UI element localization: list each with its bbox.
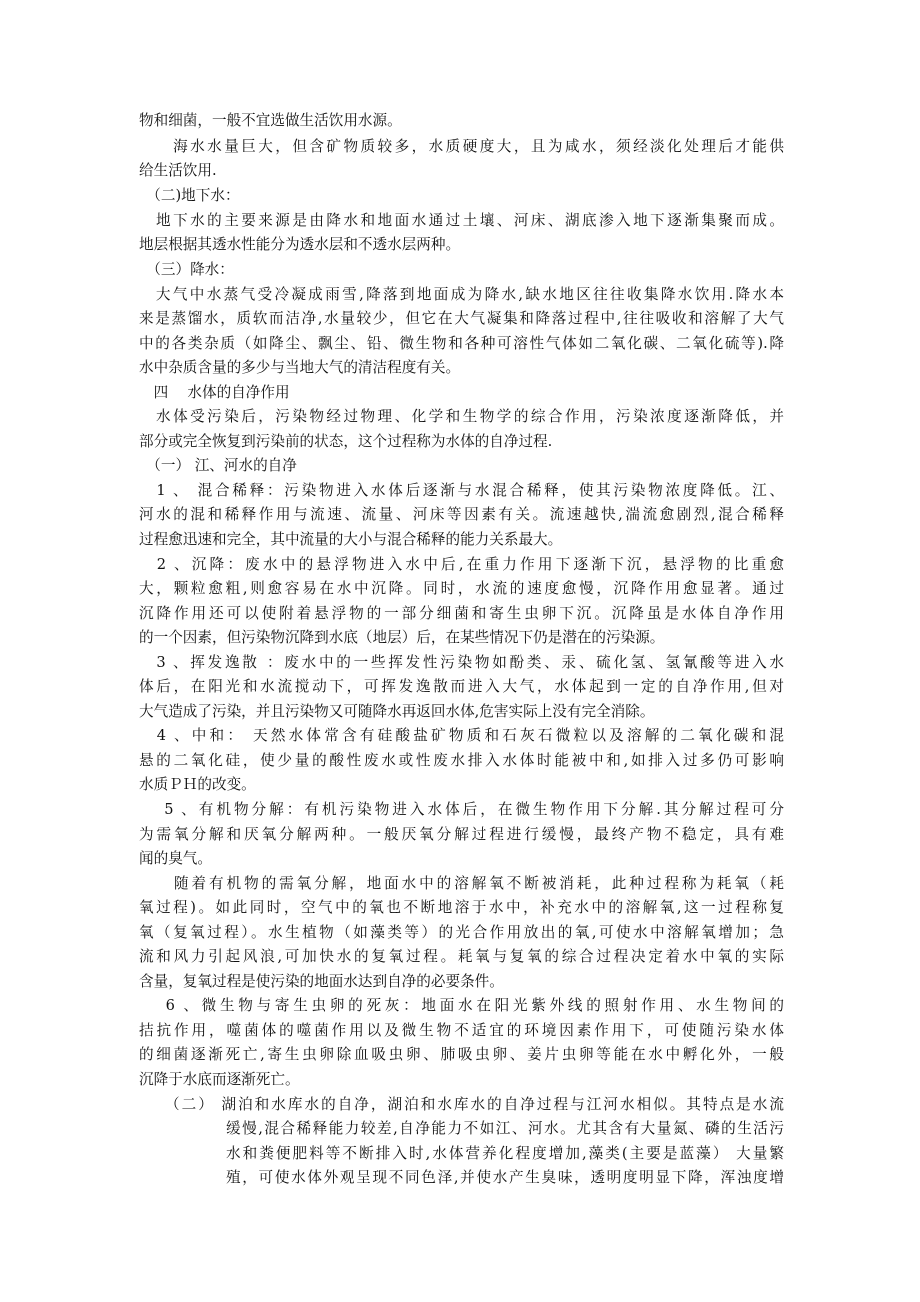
text-line: 物和细菌，一般不宜选做生活饮用水源。 <box>139 112 402 129</box>
text-line: 氧（复氧过程）。水生植物（如藻类等）的光合作用放出的氧,可使水中溶解氧增加；急 <box>139 924 784 941</box>
text-line: 为需氧分解和厌氧分解两种。一般厌氧分解过程进行缓慢，最终产物不稳定，具有难 <box>139 826 784 843</box>
text-line: 缓慢,混合稀释能力较差,自净能力不如江、河水。尤其含有大量氮、磷的生活污 <box>226 1120 784 1137</box>
text-line: 的细菌逐渐死亡,寄生虫卵除血吸虫卵、肺吸虫卵、姜片虫卵等能在水中孵化外，一般 <box>139 1046 784 1063</box>
text-line: 氧过程)。如此同时，空气中的氧也不断地溶于水中，补充水中的溶解氧,这一过程称复 <box>139 899 784 916</box>
text-line: 悬的二氧化硅，使少量的酸性废水或性废水排入水体时能被中和,如排入过多仍可影响 <box>139 752 784 769</box>
section-heading: （二)地下水： <box>139 187 240 204</box>
text-line: 水质ＰＨ的改变。 <box>139 776 256 793</box>
text-line: 过程愈迅速和完全，其中流量的大小与混合稀释的能力关系最大。 <box>139 531 563 548</box>
text-line: 3 、挥发逸散 ：废水中的一些挥发性污染物如酚类、汞、硫化氢、氢氰酸等进入水 <box>139 654 784 671</box>
text-line: 拮抗作用，噬菌体的噬菌作用以及微生物不适宜的环境因素作用下，可使随污染水体 <box>139 1022 784 1039</box>
text-line: 含量，复氧过程是使污染的地面水达到自净的必要条件。 <box>139 973 504 990</box>
text-line: 沉降作用还可以使附着悬浮物的一部分细菌和寄生虫卵下沉。沉降虽是水体自净作用 <box>139 605 784 622</box>
text-line: 随着有机物的需氧分解，地面水中的溶解氧不断被消耗，此种过程称为耗氧（耗 <box>139 875 784 892</box>
section-heading: （一） 江、河水的自净 <box>139 457 297 474</box>
text-line: 的一个因素，但污染物沉降到水底（地层）后，在某些情况下仍是潜在的污染源。 <box>139 629 665 646</box>
text-line: 6 、微生物与寄生虫卵的死灰：地面水在阳光紫外线的照射作用、水生物间的 <box>139 997 784 1014</box>
text-line: 中的各类杂质（如降尘、飘尘、铅、微生物和各种可溶性气体如二氧化碳、二氧化硫等).降 <box>139 335 784 352</box>
text-line: 闻的臭气。 <box>139 850 212 867</box>
text-line: 河水的混和稀释作用与流速、流量、河床等因素有关。流速越快,湍流愈剧烈,混合稀释 <box>139 506 784 523</box>
section-heading: （三）降水： <box>139 261 234 278</box>
text-line: 来是蒸馏水，质软而洁净,水量较少，但它在大气凝集和降落过程中,往往吸收和溶解了大气 <box>139 310 784 327</box>
text-line: 海水水量巨大，但含矿物质较多，水质硬度大，且为咸水，须经淡化处理后才能供 <box>139 138 784 155</box>
text-line: 殖，可使水体外观呈现不同色泽,并使水产生臭味，透明度明显下降，浑浊度增 <box>226 1169 784 1186</box>
text-line: 大气中水蒸气受冷凝成雨雪,降落到地面成为降水,缺水地区往往收集降水饮用.降水本 <box>139 286 784 303</box>
text-line: 体后，在阳光和水流搅动下，可挥发逸散而进入大气，水体起到一定的自净作用,但对 <box>139 678 784 695</box>
section-heading: 四 水体的自净作用 <box>139 384 290 401</box>
text-line: 地层根据其透水性能分为透水层和不透水层两种。 <box>139 236 461 253</box>
text-line: 5 、有机物分解：有机污染物进入水体后，在微生物作用下分解.其分解过程可分 <box>139 801 784 818</box>
text-line: 水中杂质含量的多少与当地大气的清洁程度有关。 <box>139 359 461 376</box>
text-line: 1 、 混合稀释：污染物进入水体后逐渐与水混合稀释，使其污染物浓度降低。江、 <box>139 482 784 499</box>
section-heading: （二） 湖泊和水库水的自净，湖泊和水库水的自净过程与江河水相似。其特点是水流 <box>165 1096 784 1113</box>
text-line: 4 、中和： 天然水体常含有硅酸盐矿物质和石灰石微粒以及溶解的二氧化碳和混 <box>139 727 784 744</box>
text-line: 地下水的主要来源是由降水和地面水通过土壤、河床、湖底渗入地下逐渐集聚而成。 <box>139 212 784 229</box>
text-line: 沉降于水底而逐渐死亡。 <box>139 1071 300 1088</box>
text-line: 水体受污染后，污染物经过物理、化学和生物学的综合作用，污染浓度逐渐降低，并 <box>139 408 784 425</box>
text-line: 大气造成了污染，并且污染物又可随降水再返回水体,危害实际上没有完全消除。 <box>139 703 655 720</box>
text-line: 水和粪便肥料等不断排入时,水体营养化程度增加,藻类(主要是蓝藻） 大量繁 <box>226 1145 784 1162</box>
text-line: 给生活饮用. <box>139 162 217 179</box>
text-line: 部分或完全恢复到污染前的状态，这个过程称为水体的自净过程. <box>139 433 553 450</box>
text-line: 2 、沉降：废水中的悬浮物进入水中后,在重力作用下逐渐下沉，悬浮物的比重愈 <box>139 556 784 573</box>
text-line: 流和风力引起风浪,可加快水的复氧过程。耗氧与复氧的综合过程决定着水中氧的实际 <box>139 948 784 965</box>
text-line: 大，颗粒愈粗,则愈容易在水中沉降。同时，水流的速度愈慢，沉降作用愈显著。通过 <box>139 580 784 597</box>
